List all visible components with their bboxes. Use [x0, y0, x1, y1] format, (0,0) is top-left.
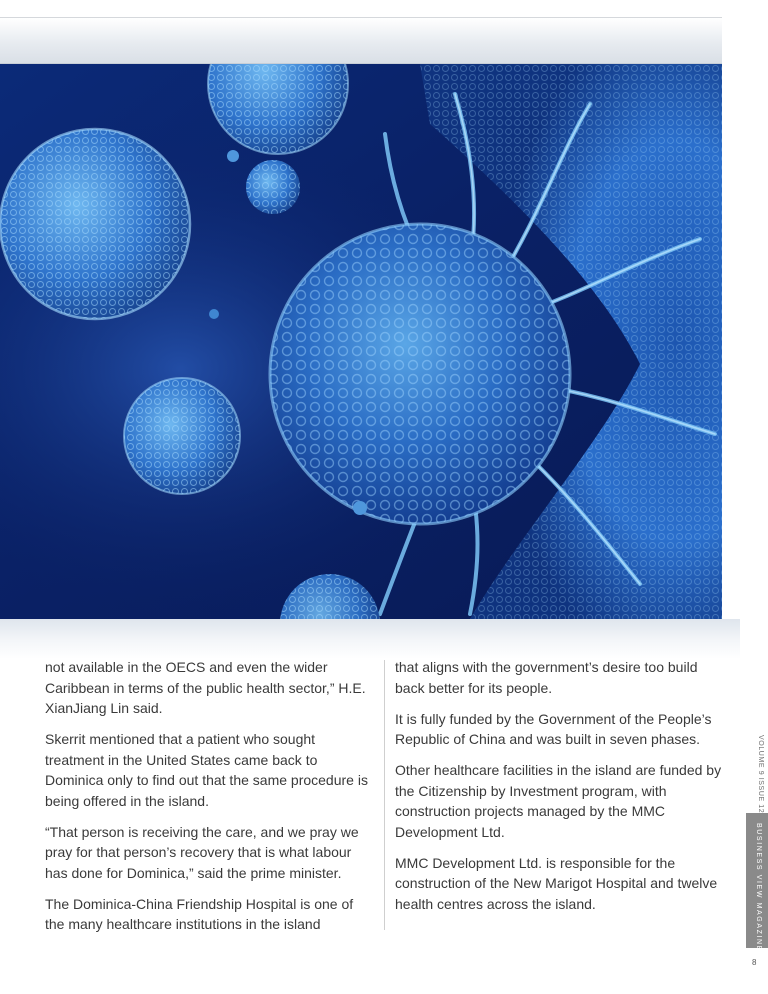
paragraph: that aligns with the government’s desire too build back better for its people.: [395, 659, 698, 696]
cancer-cells-photo: [0, 64, 722, 619]
paragraph: Other healthcare facilities in the island are funded by the Citizenship by Investment program, with construction projects managed by the MMC Development Ltd.: [395, 762, 722, 840]
volume-issue-label: VOLUME 9 ISSUE 12: [757, 735, 764, 814]
paragraph: “That person is receiving the care, and we pray we pray for that person’s recovery that is what labour has done for Dominica,” said the prime minister.: [45, 823, 359, 881]
column-divider: [384, 660, 385, 930]
image-bottom-fade: [0, 619, 740, 659]
article-left-column: [45, 657, 375, 945]
article-right-column: [395, 657, 725, 925]
paragraph: The Dominica-China Friendship Hospital is one of the many healthcare institutions in the island: [45, 895, 354, 932]
magazine-name-label: BUSINESS VIEW MAGAZINE: [755, 823, 762, 952]
paragraph: not available in the OECS and even the wider Caribbean in terms of the public health sector,” H.E. XianJiang Lin said.: [45, 659, 366, 716]
header-band: [0, 18, 722, 64]
paragraph: MMC Development Ltd. is responsible for the construction of the New Marigot Hospital and twelve health centres across the island.: [395, 854, 718, 912]
paragraph: It is fully funded by the Government of the People’s Republic of China and was built in seven phases.: [395, 710, 712, 747]
paragraph: Skerrit mentioned that a patient who sought treatment in the United States came back to Dominica only to find out that the same procedure is being offered in the island.: [45, 731, 368, 809]
page-number: 8: [752, 958, 757, 967]
